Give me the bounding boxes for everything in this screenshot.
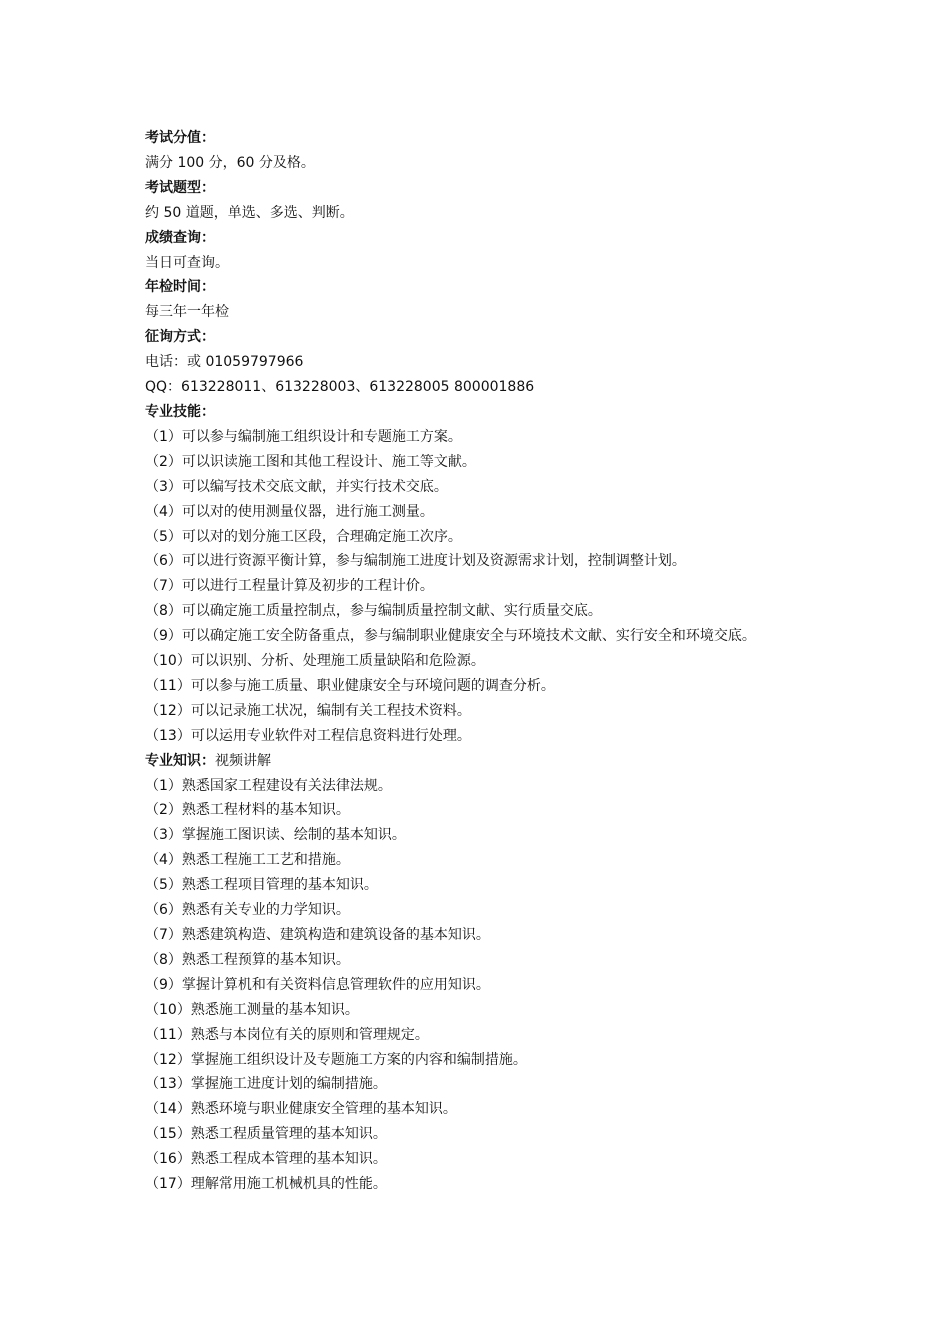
list-item: （5）熟悉工程项目管理的基本知识。 — [145, 877, 378, 894]
list-item: （9）可以确定施工安全防备重点，参与编制职业健康安全与环境技术文献、实行安全和环境交底。 — [145, 628, 756, 645]
list-item: （16）熟悉工程成本管理的基本知识。 — [145, 1151, 387, 1168]
result-query-text: 当日可查询。 — [145, 254, 229, 271]
list-item: （4）可以对的使用测量仪器，进行施工测量。 — [145, 503, 434, 520]
list-item: （11）熟悉与本岗位有关的原则和管理规定。 — [145, 1026, 429, 1043]
list-item: （12）掌握施工组织设计及专题施工方案的内容和编制措施。 — [145, 1051, 527, 1068]
list-item: （8）可以确定施工质量控制点，参与编制质量控制文献、实行质量交底。 — [145, 603, 602, 620]
contact-phone: 电话：或 01059797966 — [145, 354, 304, 371]
contact-heading: 征询方式： — [145, 329, 215, 346]
video-lecture-link[interactable]: 视频讲解 — [215, 752, 271, 769]
list-item: （6）熟悉有关专业的力学知识。 — [145, 902, 350, 919]
result-query-heading: 成绩查询： — [145, 229, 215, 246]
list-item: （3）掌握施工图识读、绘制的基本知识。 — [145, 827, 406, 844]
score-heading: 考试分值： — [145, 130, 215, 146]
list-item: （13）掌握施工进度计划的编制措施。 — [145, 1076, 387, 1093]
annual-check-text: 每三年一年检 — [145, 304, 229, 321]
knowledge-heading: 专业知识： — [145, 752, 215, 769]
list-item: （1）可以参与编制施工组织设计和专题施工方案。 — [145, 428, 462, 445]
list-item: （14）熟悉环境与职业健康安全管理的基本知识。 — [145, 1101, 457, 1118]
list-item: （8）熟悉工程预算的基本知识。 — [145, 951, 350, 968]
document-page — [145, 126, 825, 1197]
list-item: （13）可以运用专业软件对工程信息资料进行处理。 — [145, 727, 471, 744]
knowledge-heading-row — [145, 749, 825, 774]
list-item: （3）可以编写技术交底文献，并实行技术交底。 — [145, 478, 448, 495]
list-item: （15）熟悉工程质量管理的基本知识。 — [145, 1126, 387, 1143]
list-item: （6）可以进行资源平衡计算，参与编制施工进度计划及资源需求计划，控制调整计划。 — [145, 553, 686, 570]
annual-check-heading: 年检时间： — [145, 279, 215, 296]
exam-type-text: 约 50 道题，单选、多选、判断。 — [145, 204, 354, 221]
contact-qq: QQ：613228011、613228003、613228005 800001886 — [145, 379, 535, 396]
list-item: （7）可以进行工程量计算及初步的工程计价。 — [145, 578, 434, 595]
list-item: （4）熟悉工程施工工艺和措施。 — [145, 852, 350, 869]
score-text: 满分 100 分，60 分及格。 — [145, 154, 315, 171]
list-item: （1）熟悉国家工程建设有关法律法规。 — [145, 777, 392, 794]
list-item: （11）可以参与施工质量、职业健康安全与环境问题的调查分析。 — [145, 677, 555, 694]
list-item: （7）熟悉建筑构造、建筑构造和建筑设备的基本知识。 — [145, 927, 490, 943]
exam-type-heading: 考试题型： — [145, 179, 215, 196]
list-item: （17）理解常用施工机械机具的性能。 — [145, 1176, 387, 1193]
list-item: （5）可以对的划分施工区段，合理确定施工次序。 — [145, 528, 462, 545]
list-item: （9）掌握计算机和有关资料信息管理软件的应用知识。 — [145, 976, 490, 993]
list-item: （2）可以识读施工图和其他工程设计、施工等文献。 — [145, 453, 476, 470]
list-item: （2）熟悉工程材料的基本知识。 — [145, 802, 350, 819]
list-item: （12）可以记录施工状况，编制有关工程技术资料。 — [145, 702, 471, 719]
list-item: （10）可以识别、分析、处理施工质量缺陷和危险源。 — [145, 653, 485, 670]
skills-heading: 专业技能： — [145, 403, 215, 420]
list-item: （10）熟悉施工测量的基本知识。 — [145, 1001, 359, 1018]
